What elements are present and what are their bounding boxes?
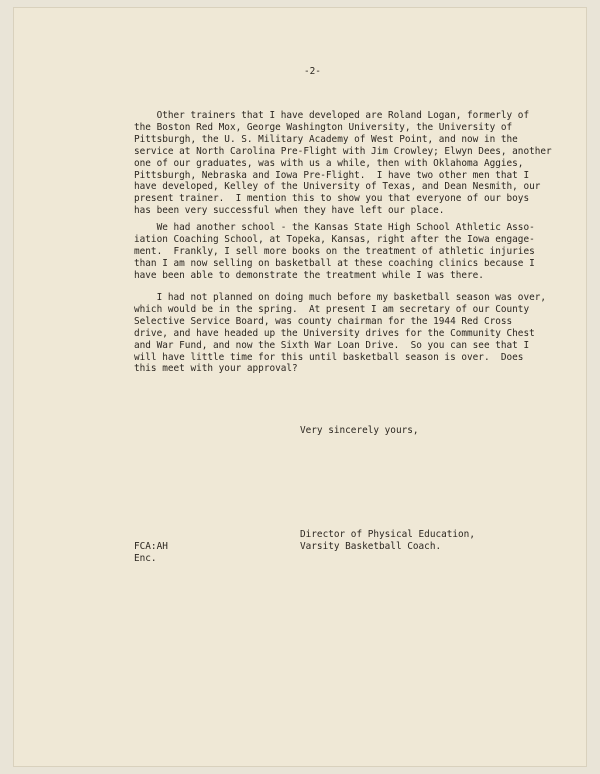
paragraph-trainers: Other trainers that I have developed are Roland Logan, formerly of the Boston Red Mox, George Washington University, the University of Pittsburgh, the U. S. Military Academy of West Point, and now in the service at North Carolina Pre-Flight with Jim Crowley; Elwyn Dees, another one of our graduates, was with us a while, then with Oklahoma Aggies, Pittsburgh, Nebraska and Iowa Pre-Flight. I have two other men that I have developed, Kelley of the University of Texas, and Dean Nesmith, our present trainer. I mention this to show you that everyone of our boys has been very successful when they have left our place. <box>134 110 552 217</box>
paragraph-coaching-school: We had another school - the Kansas State High School Athletic Asso- iation Coaching School, at Topeka, Kansas, right after the Iowa engage- ment. Frankly, I sell more books on the treatment of athletic injuries than I am now selling on basketball at these coaching clinics because I have been able to demonstrate the treatment while I was there. <box>134 222 535 281</box>
paragraph-availability: I had not planned on doing much before my basketball season was over, which would be in the spring. At present I am secretary of our County Selective Service Board, was county chairman for the 1944 Red Cross drive, and have headed up the University drives for the Community Chest and War Fund, and now the Sixth War Loan Drive. So you can see that I will have little time for this until basketball season is over. Does this meet with your approval? <box>134 292 547 375</box>
reference-initials-enclosure: FCA:AH Enc. <box>134 541 168 564</box>
signature-title-block: Director of Physical Education, Varsity Basketball Coach. <box>300 529 475 552</box>
page-number: -2- <box>304 66 321 77</box>
letter-page <box>14 8 586 766</box>
complimentary-close: Very sincerely yours, <box>300 425 419 436</box>
